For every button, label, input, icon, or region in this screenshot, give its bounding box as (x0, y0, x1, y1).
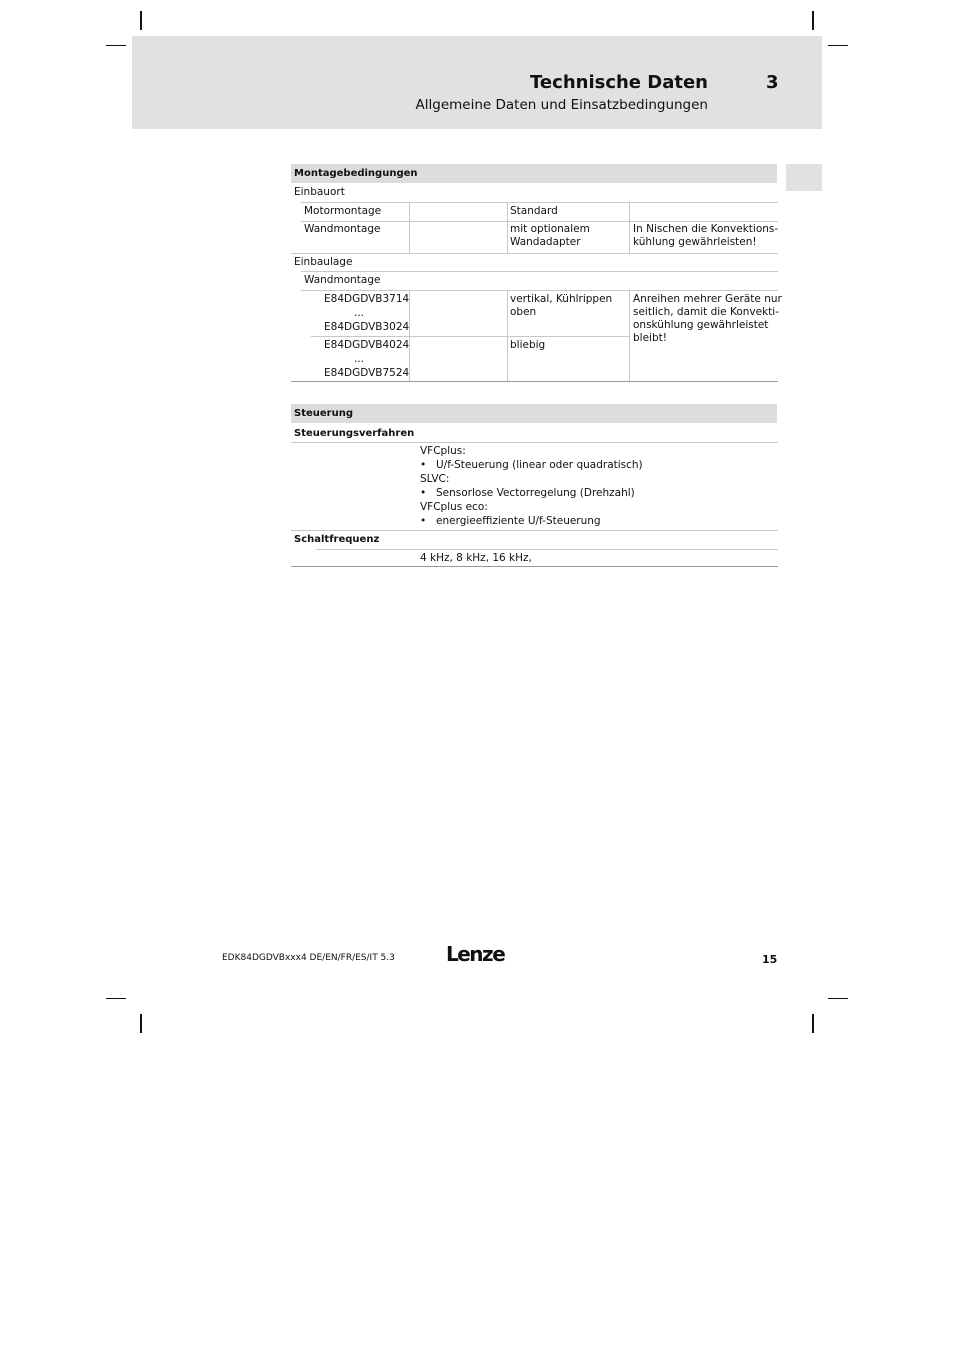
column-divider (507, 202, 508, 253)
row-divider (301, 202, 778, 203)
row-divider (301, 221, 778, 222)
einbaulage-label: Einbaulage (294, 256, 353, 268)
row-divider (301, 290, 778, 291)
crop-mark (812, 1014, 814, 1033)
lenze-logo: Lenze (446, 942, 505, 966)
section-heading-bar (291, 404, 777, 423)
wandmontage-value: mit optionalem (510, 223, 590, 235)
model-to: E84DGDVB7524 (324, 367, 410, 379)
row-divider (291, 253, 778, 254)
crop-mark (106, 998, 126, 999)
orientation-value: vertikal, Kühlrippen (510, 293, 613, 305)
row-divider (291, 530, 778, 531)
steuerung-table (291, 404, 778, 569)
model-from: E84DGDVB4024 (324, 339, 410, 351)
control-method-line: VFCplus eco: (420, 501, 488, 513)
control-method-bullet: • Sensorlose Vectorregelung (Drehzahl) (420, 487, 635, 500)
header-band (132, 36, 822, 129)
page-number: 15 (762, 953, 778, 966)
wandmontage-note: kühlung gewährleisten! (633, 236, 757, 248)
schaltfrequenz-value: 4 kHz, 8 kHz, 16 kHz, (420, 552, 532, 564)
wandmontage-label: Wandmontage (304, 223, 381, 235)
einbaulage-wandmontage-label: Wandmontage (304, 274, 381, 286)
row-divider (316, 549, 778, 550)
model-to: E84DGDVB3024 (324, 321, 410, 333)
model-ellipsis: ... (354, 353, 365, 365)
section-heading: Steuerung (294, 408, 353, 419)
control-method-line: VFCplus: (420, 445, 466, 457)
einbaulage-note: bleibt! (633, 332, 667, 344)
table-bottom-rule (291, 381, 778, 382)
column-divider (409, 202, 410, 253)
orientation-value: bliebig (510, 339, 546, 351)
crop-mark (828, 998, 848, 999)
document-code: EDK84DGDVBxxx4 DE/EN/FR/ES/IT 5.3 (222, 953, 395, 963)
column-divider (629, 202, 630, 253)
section-heading: Montagebedingungen (294, 168, 418, 179)
einbauort-label: Einbauort (294, 186, 345, 198)
einbaulage-note: Anreihen mehrer Geräte nur (633, 293, 782, 305)
column-divider (629, 290, 630, 381)
einbaulage-note: seitlich, damit die Konvekti- (633, 306, 780, 318)
row-divider (291, 442, 778, 443)
row-divider (311, 336, 629, 337)
steuerungsverfahren-label: Steuerungsverfahren (294, 428, 415, 439)
column-divider (409, 290, 410, 381)
crop-mark (140, 1014, 142, 1033)
chapter-side-tab (786, 164, 822, 191)
model-ellipsis: ... (354, 307, 365, 319)
row-divider (301, 271, 778, 272)
chapter-number: 3 (766, 72, 779, 93)
motormontage-value: Standard (510, 205, 558, 217)
control-method-bullet: • U/f-Steuerung (linear oder quadratisch) (420, 459, 643, 472)
chapter-title: Technische Daten (530, 72, 708, 93)
montage-table (291, 164, 782, 384)
table-bottom-rule (291, 566, 778, 567)
einbaulage-note: onskühlung gewährleistet (633, 319, 769, 331)
motormontage-label: Motormontage (304, 205, 382, 217)
crop-mark (106, 45, 126, 46)
schaltfrequenz-label: Schaltfrequenz (294, 534, 380, 545)
crop-mark (140, 11, 142, 30)
orientation-value: oben (510, 306, 537, 318)
section-heading-bar (291, 164, 777, 183)
wandmontage-note: In Nischen die Konvektions- (633, 223, 779, 235)
control-method-bullet: • energieeffiziente U/f-Steuerung (420, 515, 601, 528)
crop-mark (828, 45, 848, 46)
chapter-subtitle: Allgemeine Daten und Einsatzbedingungen (415, 97, 708, 113)
control-method-line: SLVC: (420, 473, 450, 485)
wandmontage-value: Wandadapter (510, 236, 581, 248)
crop-mark (812, 11, 814, 30)
column-divider (507, 290, 508, 381)
model-from: E84DGDVB3714 (324, 293, 410, 305)
